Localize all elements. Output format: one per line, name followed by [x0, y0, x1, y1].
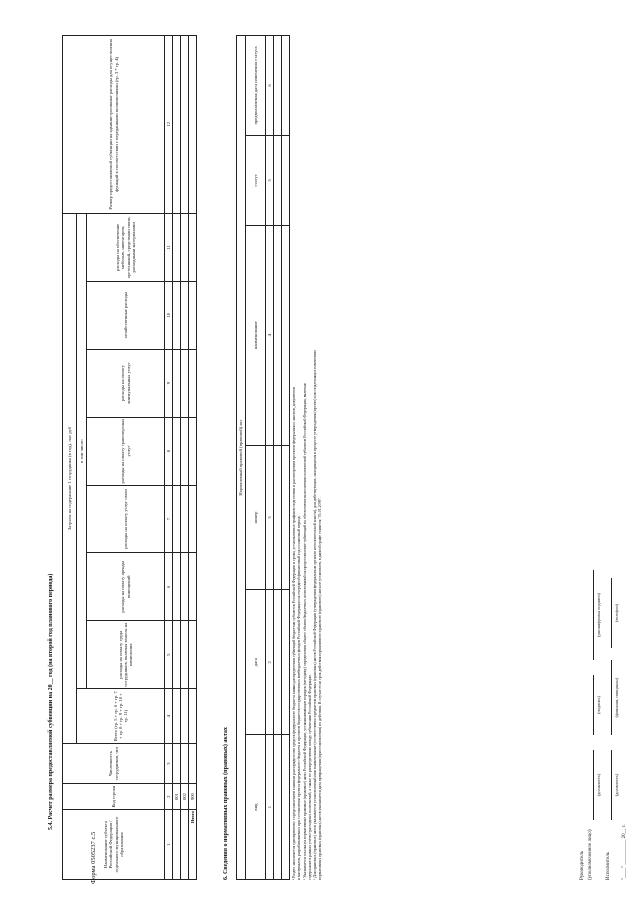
section-6-title: 6. Сведения о нормативных правовых (правовых) актах: [223, 727, 229, 880]
header-type: вид: [246, 735, 266, 880]
header-change-date: предполагаемая дата изменения статуса: [246, 36, 266, 136]
header-equipment: расходы на обеспечение мебелью, инвентарем, оргтехникой, средствами связи, расходными материалами: [87, 213, 165, 281]
footnote: ³ Для правовых (правовых) актов указывается установленный ими наименование (соответственно предметом правовых (правовых) актов Российской Федерации (утверждения федеральным органом исполнительной власти), для действующих, находящихся в процессе утверждения (проект) или подлежащих изменению: [313, 349, 318, 880]
col-num: 6: [165, 553, 173, 621]
col-num: 11: [165, 213, 173, 281]
col-num: 2: [165, 784, 173, 810]
total-code: 900: [189, 784, 197, 810]
header-date: дата: [246, 590, 266, 735]
head-label: Руководитель: [580, 850, 585, 880]
total-row: [189, 36, 197, 880]
col-num: 2: [266, 590, 274, 735]
name-caption: (фамилия, инициалы): [614, 677, 619, 718]
header-household: хозяйственные расходы: [87, 281, 165, 349]
footnote: ² Указывается ссылка на нормативные правовые (правовые) акты Российской Федерации, устанавливающие порядок (методику) определения общего объема бюджетных ассигнований на предоставление субвенций на обеспечение выполнения полномочий субъектов Российской Федерации, включая: [302, 383, 307, 880]
header-utilities: расходы на оплату коммунальных услуг: [87, 349, 165, 417]
footnote: содержание в рамках учетно-расходных полномочий, а также по распределению между субъектами Российской Федерации.: [307, 674, 312, 880]
col-num: 4: [165, 689, 173, 744]
header-transport: расходы на оплату транспортных услуг: [87, 417, 165, 485]
header-rent: расходы на оплату аренды помещений: [87, 553, 165, 621]
header-costs: Затраты на содержание 1 сотрудника (в год), тыс руб: [63, 213, 77, 743]
col-num: 4: [266, 225, 274, 445]
header-count: Численность сотрудников, чел: [63, 744, 165, 784]
date-line: "____" __________ 20__ г.: [622, 824, 627, 880]
table-row: [173, 36, 181, 880]
signature-caption: (подпись): [596, 696, 601, 714]
col-num: 12: [165, 36, 173, 214]
position-caption: (должность): [614, 773, 619, 797]
legal-acts-table: [236, 35, 290, 880]
col-num: 5: [266, 135, 274, 225]
header-subvention-size: Размер предоставляемой субвенции на административные расходы для осуществления функций в соответствии с переданными полномочиями (гр. 3 * гр. 4): [63, 36, 165, 214]
footnotes: [292, 40, 324, 880]
col-num: 1: [266, 735, 274, 880]
col-num: 3: [165, 744, 173, 784]
col-num: 5: [165, 621, 173, 689]
footnote: и материалов, разрабатываемых при составлении проекта федерального бюджета и проектов бюджетов государственных внебюджетных фондов Российской Федерации на очередной финансовый год и плановый период.: [297, 515, 302, 880]
header-legal-act: Нормативный правовой (правовой) акт: [237, 36, 246, 880]
form-code: Форма 0505237 с.5: [90, 831, 97, 884]
col-num: 9: [165, 349, 173, 417]
decode-caption: (расшифровка подписи): [596, 593, 601, 637]
col-num: 1: [165, 810, 173, 880]
signature-line: [593, 750, 594, 820]
signature-line: [611, 750, 612, 820]
signature-line: [593, 570, 594, 660]
header-labor: расходы на оплату труда сотрудников, включая взносы на начисления: [87, 621, 165, 689]
footnote: ¹ Раздел заполняется одновременно с представлением главным распорядителем средств федерального бюджета заявки распределения субвенций бюджетам субъектов Российской Федерации в сроки, установленные графиком подготовки и рассмотрения проектов федеральных законов, документов: [292, 386, 296, 880]
head-sublabel: (уполномоченное лицо): [588, 829, 593, 880]
position-caption: (должность): [596, 773, 601, 797]
col-num: 3: [266, 445, 274, 590]
signature-line: [611, 660, 612, 735]
col-num: 7: [165, 485, 173, 553]
row-code: 001: [173, 784, 181, 810]
table-row: [274, 36, 282, 880]
header-communication: расходы на оплату услуг связи: [87, 485, 165, 553]
total-label: Итого: [189, 810, 197, 880]
section-5-4-title: 5.4. Расчет размера предоставляемой субвенции на 20__ год (на второй год планового периода): [48, 573, 54, 830]
header-code: Код строки: [63, 784, 165, 810]
footnote: нормативных правовых (правовых) актов указывается дата прекращения (приостановления) их действия. В случае если срок действия нормативного правового (правового) акта не установлен, в данной графе ставится "01.01.2099".: [318, 496, 323, 880]
signature-line: [593, 675, 594, 735]
row-code: 002: [181, 784, 189, 810]
table-row: [181, 36, 189, 880]
phone-caption: (телефон): [614, 604, 619, 622]
header-status: статус: [246, 135, 266, 225]
header-total: Всего (гр. 5 + гр. 6 + гр. 7 + гр. 8 + гр. 9 + гр. 10 + гр. 11): [77, 689, 165, 744]
col-num: 6: [266, 36, 274, 136]
executor-label: Исполнитель: [606, 852, 611, 880]
table-row: [282, 36, 290, 880]
header-including: в том числе:: [77, 213, 87, 688]
subvention-table: [62, 35, 197, 880]
header-number: номер: [246, 445, 266, 590]
col-num: 10: [165, 281, 173, 349]
rotated-content: [40, 30, 630, 880]
col-num: 8: [165, 417, 173, 485]
header-subject: Наименование субъекта Российской Федерации / отдельного муниципального образования: [63, 810, 165, 880]
header-name: наименование: [246, 225, 266, 445]
signature-line: [611, 578, 612, 648]
